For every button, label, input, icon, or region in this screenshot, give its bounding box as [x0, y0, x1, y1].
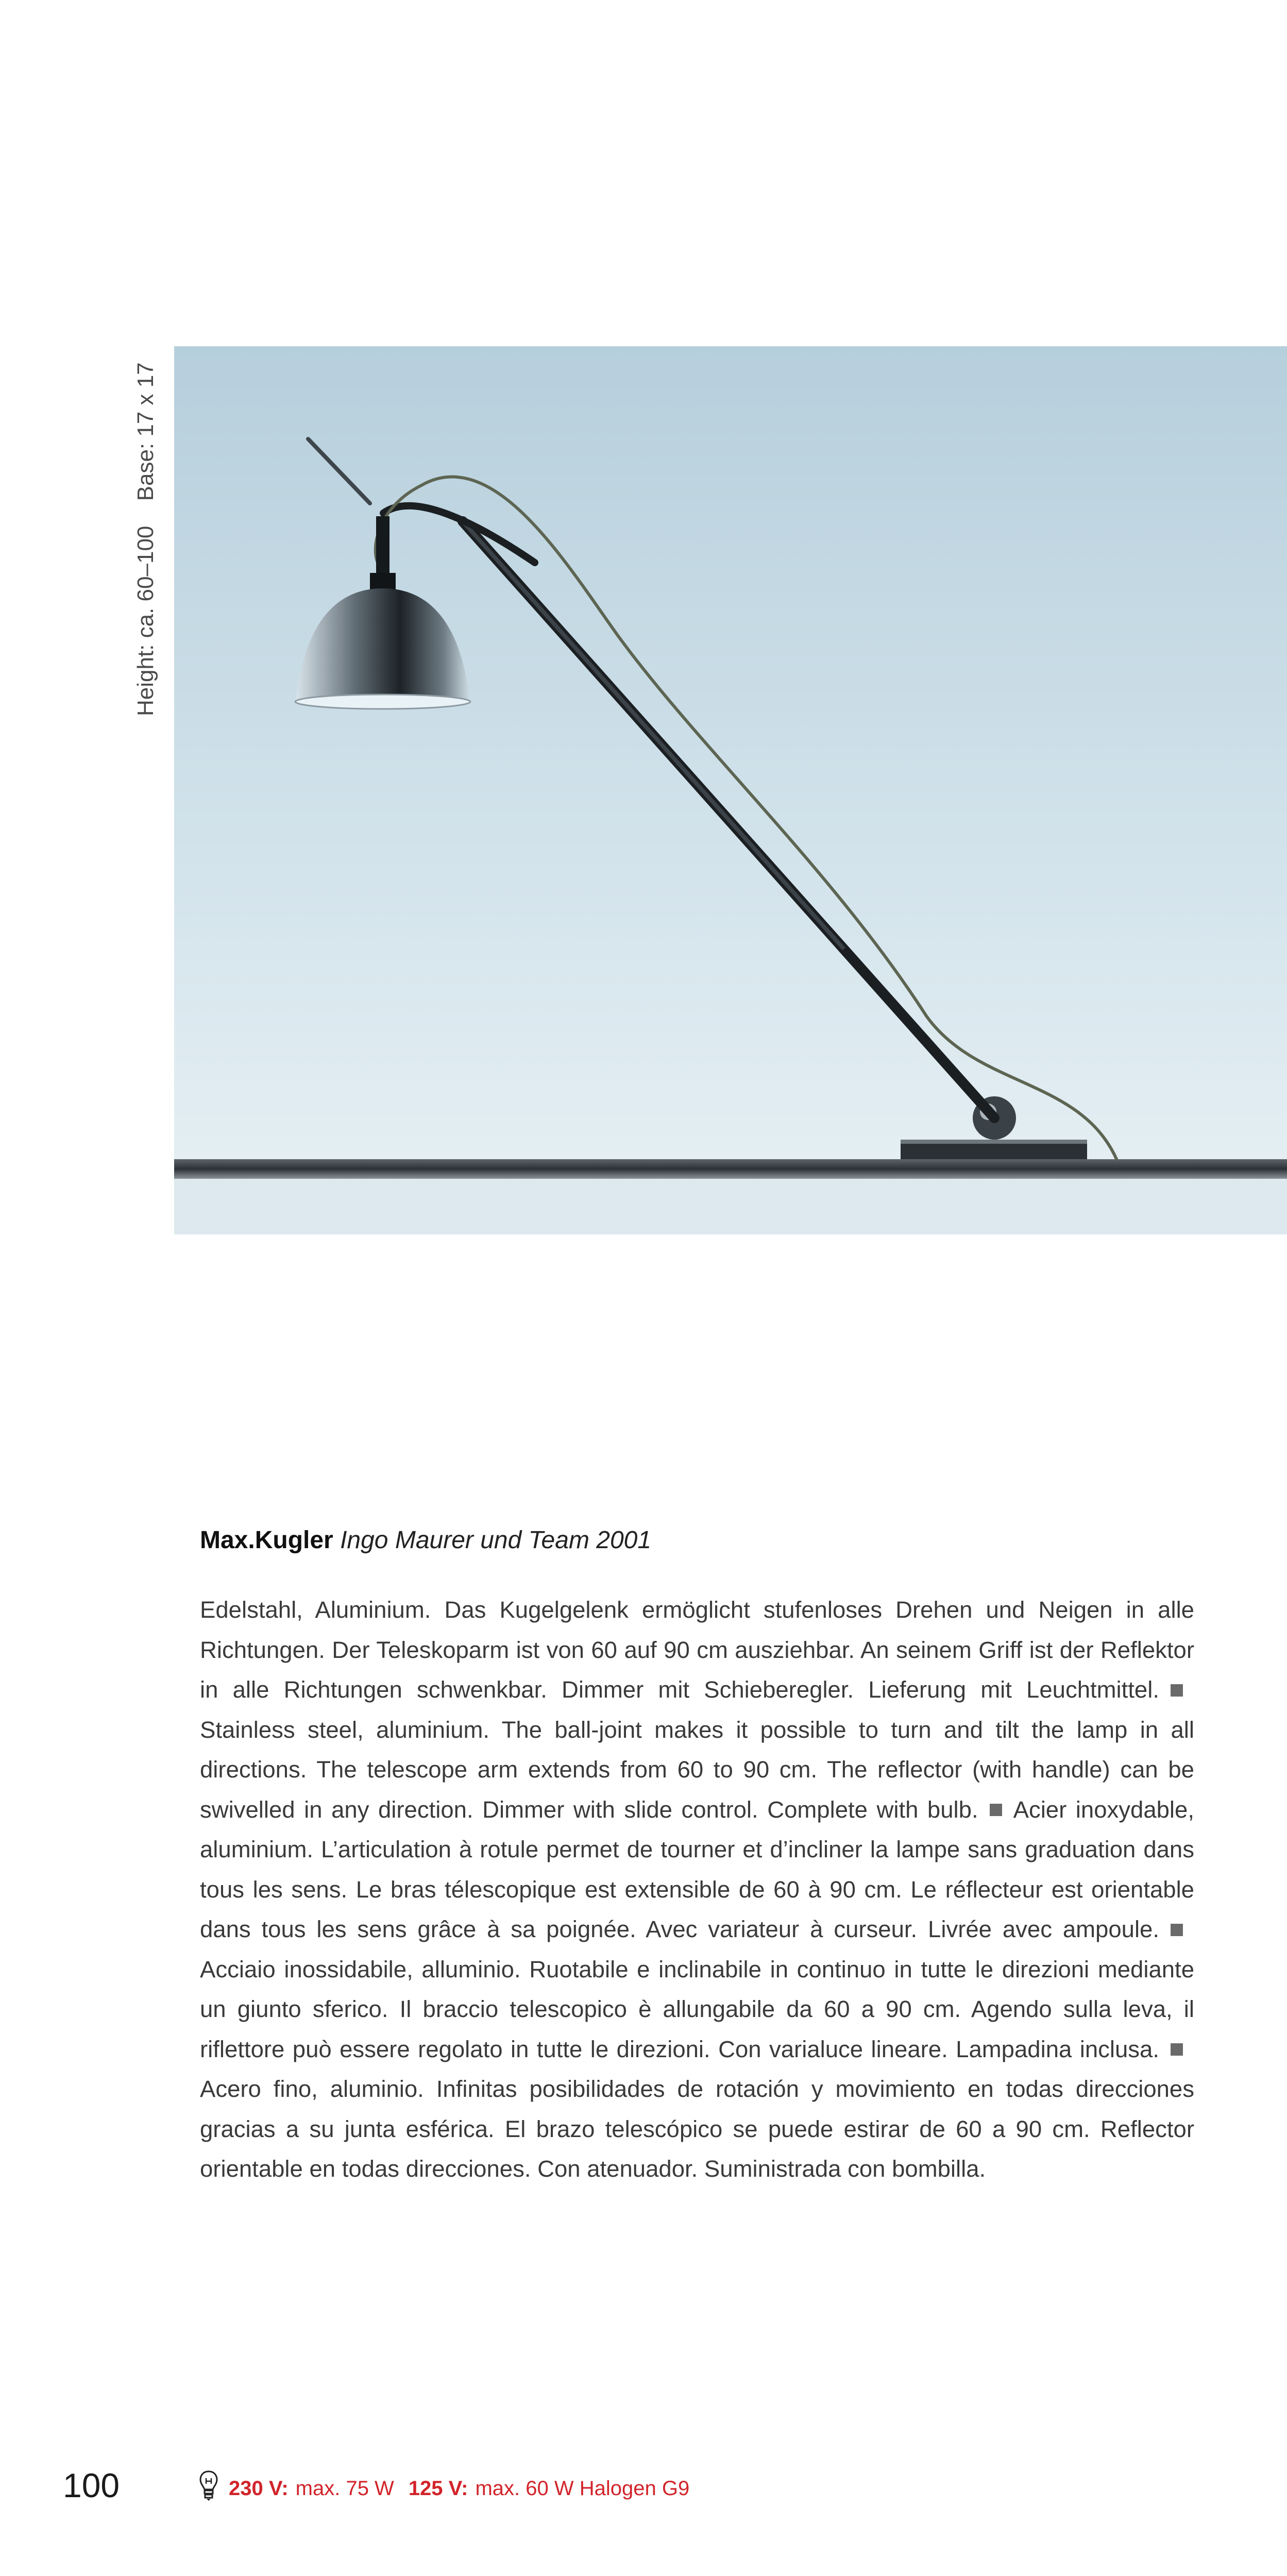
dimensions-label [128, 304, 164, 716]
product-photo [174, 346, 1287, 1234]
height-dimension: Height: ca. 60–100 [133, 526, 158, 716]
separator-square-icon [1171, 1924, 1183, 1936]
description-german: Edelstahl, Aluminium. Das Kugelgelenk ermöglicht stufenloses Drehen und Neigen in alle Richtungen. Der Teleskoparm ist von 60 auf 90 cm ausziehbar. An seinem Griff ist der Reflektor in alle Richtungen schwenkbar. Dimmer mit Schieberegler. Lieferung mit Leuchtmittel. [200, 1597, 1194, 1703]
description-spanish: Acero fino, aluminio. Infinitas posibilidades de rotación y movimiento en todas direcciones gracias a su junta esférica. El brazo telescópico se puede estirar de 60 a 90 cm. Reflector orientable en todas direcciones. Con atenuador. Suministrada con bombilla. [200, 2076, 1194, 2182]
spec-125-label: 125 V: [408, 2477, 468, 2500]
separator-square-icon [1171, 2043, 1183, 2056]
product-description [200, 1590, 1194, 2189]
base-dimension: Base: 17 x 17 [133, 362, 158, 501]
spec-230-value: max. 75 W [295, 2477, 394, 2500]
page-number: 100 [63, 2466, 120, 2504]
description-english: Stainless steel, aluminium. The ball-joint makes it possible to turn and tilt the lamp in all directions. The telescope arm extends from 60 to 90 cm. The reflector (with handle) can be swivelled in any direction. Dimmer with slide control. Complete with bulb. [200, 1716, 1194, 1823]
description-french: Acier inoxydable, aluminium. L’articulation à rotule permet de tourner et d’incliner la lampe sans graduation dans tous les sens. Le bras télescopique est extensible de 60 à 90 cm. Le réflecteur est orientable dans tous les sens grâce à sa poignée. Avec variateur à curseur. Livrée avec ampoule. [200, 1796, 1194, 1942]
spec-230-label: 230 V: [229, 2477, 289, 2500]
product-caption [200, 1525, 1194, 1556]
bulb-spec [199, 2470, 689, 2506]
product-name: Max.Kugler [200, 1527, 333, 1554]
separator-square-icon [990, 1804, 1002, 1816]
description-italian: Acciaio inossidabile, alluminio. Ruotabile e inclinabile in continuo in tutte le direzioni mediante un giunto sferico. Il braccio telescopico è allungabile da 60 a 90 cm. Agendo sulla leva, il riflettore può essere regolato in tutte le direzioni. Con varialuce lineare. Lampadina inclusa. [200, 1956, 1194, 2062]
halogen-bulb-icon [199, 2470, 218, 2507]
product-designer: Ingo Maurer und Team 2001 [340, 1527, 652, 1554]
separator-square-icon [1171, 1684, 1183, 1697]
spec-125-value: max. 60 W Halogen G9 [475, 2477, 690, 2500]
